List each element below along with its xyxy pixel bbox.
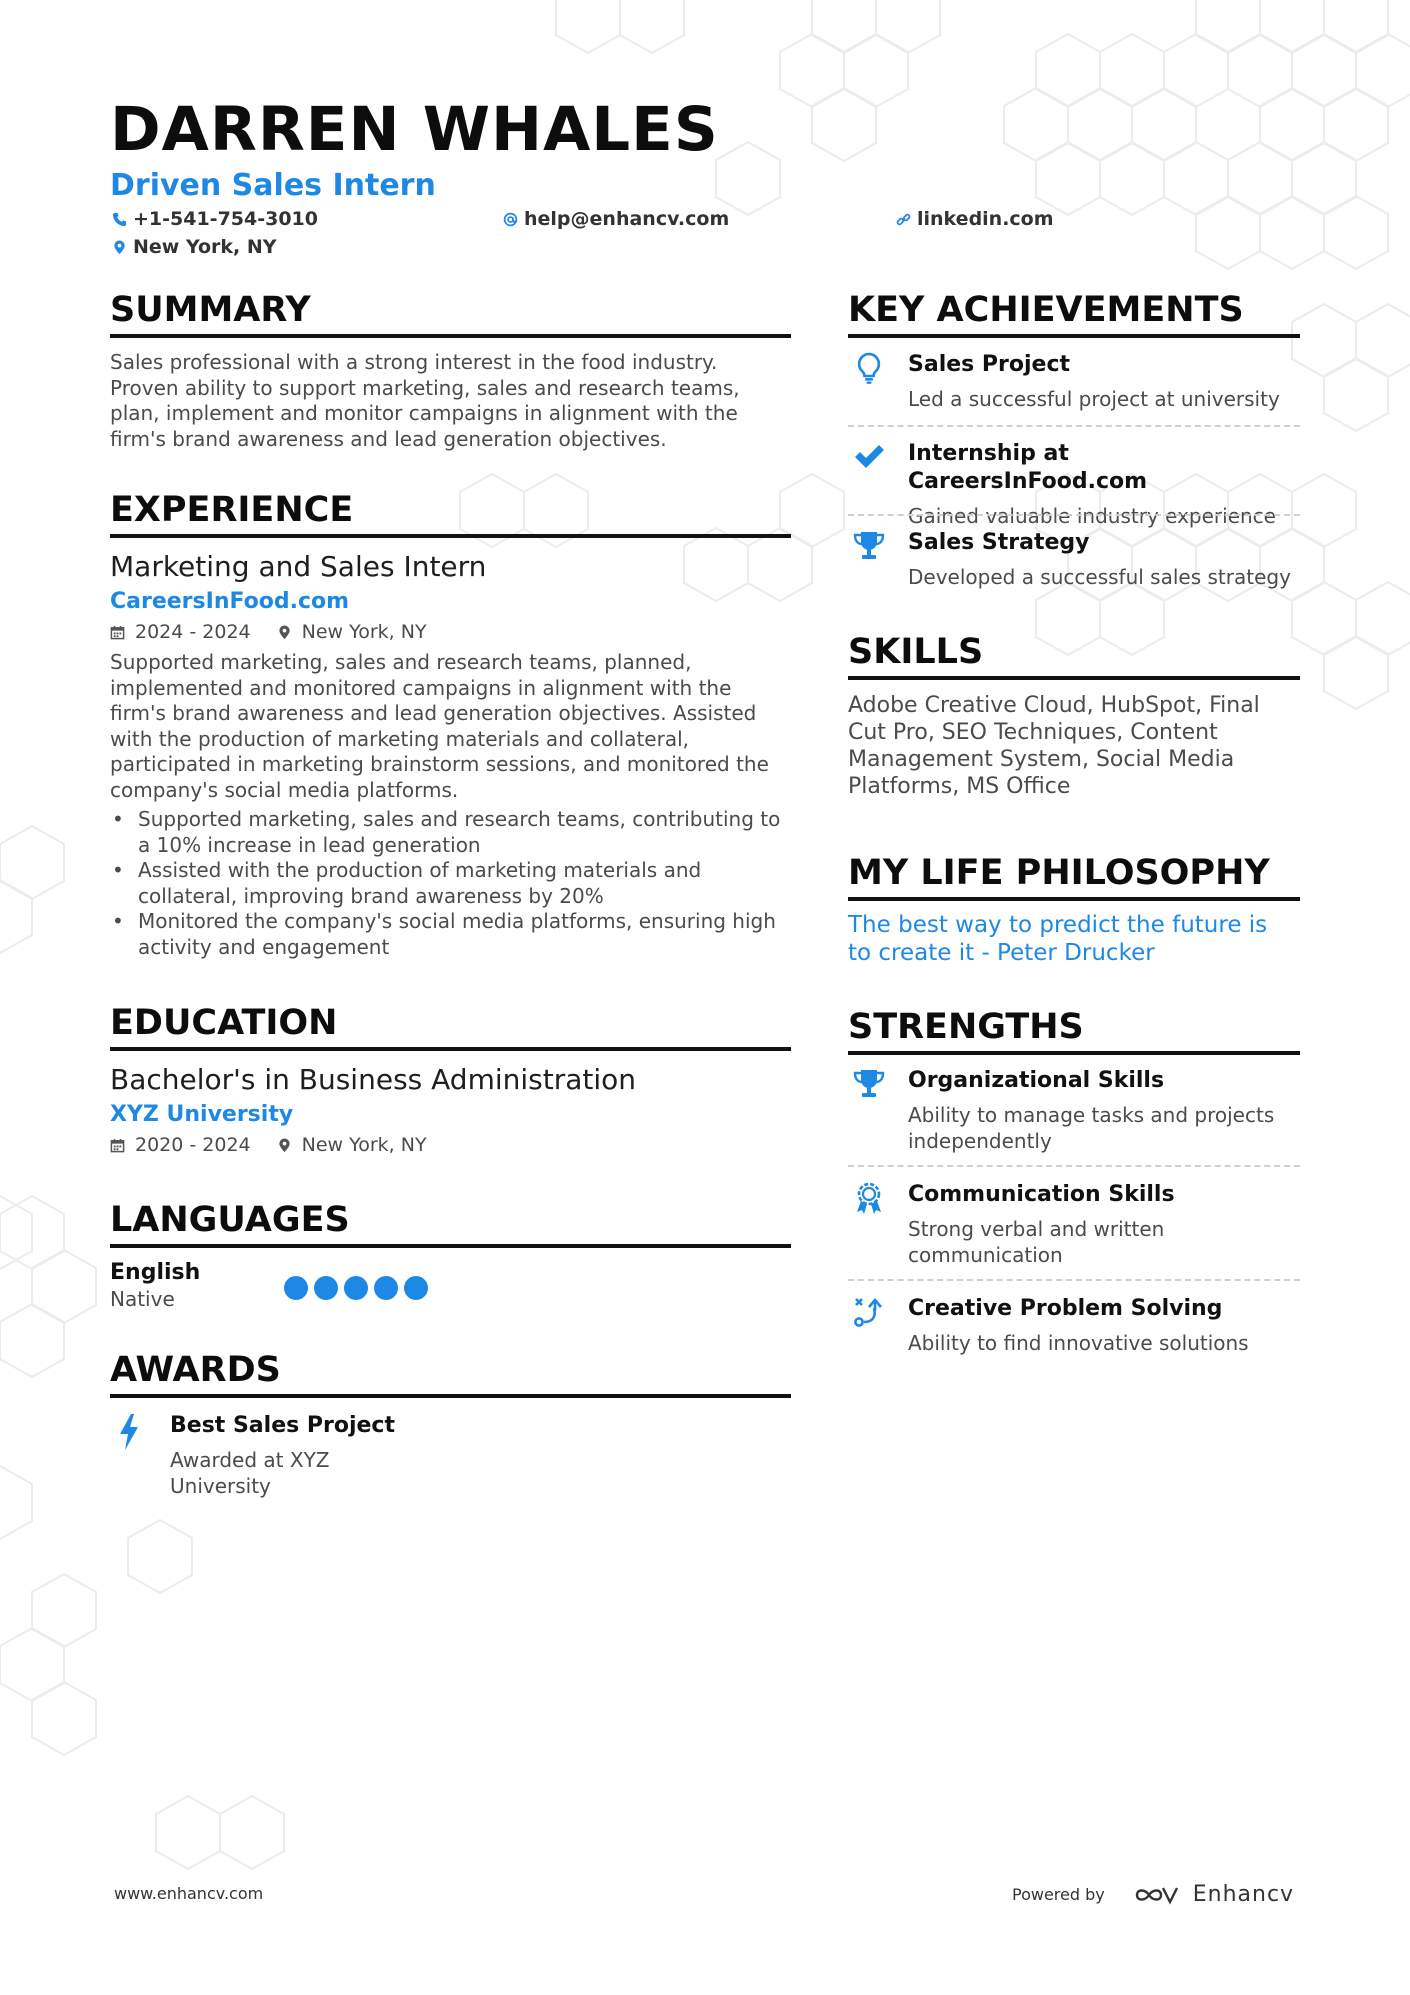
strength-description: Ability to find innovative solutions (908, 1331, 1249, 1355)
achievement-item (848, 440, 1300, 530)
email-text: help@enhancv.com (524, 208, 730, 230)
education-meta (110, 1133, 791, 1157)
language-row (110, 1260, 791, 1316)
medal-icon (852, 1181, 886, 1215)
strength-description: Strong verbal and written communication (908, 1217, 1165, 1267)
languages-section (110, 1200, 791, 1316)
lightbulb-icon (852, 351, 886, 385)
experience-dates: 2024 - 2024 (135, 621, 251, 643)
at-icon (503, 212, 518, 227)
item-divider (848, 514, 1300, 516)
strategy-icon (852, 1295, 886, 1329)
experience-heading: EXPERIENCE (110, 490, 354, 530)
experience-section (110, 490, 791, 960)
phone-text: +1-541-754-3010 (133, 208, 318, 230)
footer-website[interactable]: www.enhancv.com (114, 1884, 264, 1903)
key-achievements-heading: KEY ACHIEVEMENTS (848, 290, 1244, 330)
award-description: Awarded at XYZ University (170, 1448, 330, 1498)
philosophy-heading: MY LIFE PHILOSOPHY (848, 853, 1270, 893)
linkedin-contact[interactable] (896, 207, 1054, 231)
achievement-title: Sales Project (908, 352, 1071, 377)
achievement-description: Led a successful project at university (908, 387, 1280, 411)
education-location: New York, NY (301, 1134, 427, 1156)
section-divider (848, 1051, 1300, 1055)
rating-dot (404, 1276, 428, 1300)
list-item: • Monitored the company's social media platforms, ensuring high activity and engagement (110, 909, 791, 960)
summary-section (110, 290, 791, 452)
section-divider (110, 1244, 791, 1248)
section-divider (848, 897, 1300, 901)
strength-item (848, 1295, 1300, 1357)
location-text: New York, NY (133, 236, 277, 258)
location-contact (112, 235, 277, 259)
list-item: • Assisted with the production of marketing materials and collateral, improving brand awareness by 20% (110, 858, 791, 909)
strength-item (848, 1181, 1300, 1268)
rating-dot (284, 1276, 308, 1300)
language-name: English (110, 1260, 201, 1285)
strengths-heading: STRENGTHS (848, 1007, 1084, 1047)
strength-title: Communication Skills (908, 1182, 1175, 1207)
awards-heading: AWARDS (110, 1350, 281, 1390)
language-rating (284, 1276, 428, 1300)
item-divider (848, 1165, 1300, 1167)
enhancv-logo-icon (1133, 1883, 1179, 1907)
achievement-title: Internship at CareersInFood.com (908, 441, 1148, 494)
location-pin-icon (277, 1138, 292, 1153)
strength-description: Ability to manage tasks and projects independently (908, 1103, 1275, 1153)
key-achievements-section (848, 290, 1300, 338)
trophy-icon (852, 529, 886, 563)
achievement-item (848, 351, 1300, 413)
item-divider (848, 1279, 1300, 1281)
summary-heading: SUMMARY (110, 290, 311, 330)
achievement-item (848, 529, 1300, 591)
philosophy-quote: The best way to predict the future is to create it - Peter Drucker (848, 912, 1268, 966)
section-divider (110, 1047, 791, 1051)
calendar-icon (110, 625, 125, 640)
achievement-description: Developed a successful sales strategy (908, 565, 1291, 589)
section-divider (110, 534, 791, 538)
powered-by-text: Powered by (1012, 1885, 1105, 1904)
award-item (110, 1412, 791, 1499)
strength-title: Creative Problem Solving (908, 1296, 1223, 1321)
summary-text: Sales professional with a strong interest in the food industry. Proven ability to support marketing, sales and research teams, plan, implement and monitor campaigns in alignment with the firm's brand awareness and lead generation objectives. (110, 350, 740, 451)
trophy-icon (852, 1067, 886, 1101)
school-name[interactable]: XYZ University (110, 1102, 294, 1127)
job-title: Marketing and Sales Intern (110, 550, 487, 583)
skills-section (848, 632, 1300, 800)
list-item: • Supported marketing, sales and research teams, contributing to a 10% increase in lead generation (110, 807, 791, 858)
location-pin-icon (277, 625, 292, 640)
phone-icon (112, 212, 127, 227)
experience-description: Supported marketing, sales and research teams, planned, implemented and monitored campaigns in alignment with the firm's brand awareness and lead generation objectives. Assisted with the production of marketing materials and collateral, participated in marketing brainstorm sessions, and monitored the company's social media platforms. (110, 650, 769, 802)
strengths-section (848, 1007, 1300, 1055)
rating-dot (344, 1276, 368, 1300)
section-divider (848, 676, 1300, 680)
experience-bullets (110, 807, 791, 960)
strength-item (848, 1067, 1300, 1154)
section-divider (848, 334, 1300, 338)
philosophy-section (848, 853, 1300, 967)
location-pin-icon (112, 240, 127, 255)
email-contact[interactable] (503, 207, 729, 231)
experience-location: New York, NY (301, 621, 427, 643)
languages-heading: LANGUAGES (110, 1200, 350, 1240)
degree-title: Bachelor's in Business Administration (110, 1063, 637, 1096)
rating-dot (314, 1276, 338, 1300)
calendar-icon (110, 1138, 125, 1153)
rating-dot (374, 1276, 398, 1300)
education-section (110, 1003, 791, 1157)
candidate-name: DARREN WHALES (110, 94, 719, 165)
skills-heading: SKILLS (848, 632, 984, 672)
candidate-title: Driven Sales Intern (110, 168, 436, 203)
strength-title: Organizational Skills (908, 1068, 1165, 1093)
lightning-icon (118, 1414, 140, 1450)
achievement-description: Gained valuable industry experience (908, 504, 1276, 528)
experience-meta (110, 620, 791, 644)
section-divider (110, 334, 791, 338)
footer-branding[interactable] (1012, 1882, 1294, 1907)
education-dates: 2020 - 2024 (135, 1134, 251, 1156)
linkedin-text: linkedin.com (917, 208, 1054, 230)
achievement-title: Sales Strategy (908, 530, 1090, 555)
checkmark-icon (852, 440, 886, 474)
education-heading: EDUCATION (110, 1003, 338, 1043)
phone-contact[interactable] (112, 207, 318, 231)
award-title: Best Sales Project (170, 1413, 395, 1438)
item-divider (848, 425, 1300, 427)
awards-section (110, 1350, 791, 1499)
brand-name: Enhancv (1192, 1882, 1295, 1907)
section-divider (110, 1394, 791, 1398)
link-icon (896, 212, 911, 227)
company-link[interactable]: CareersInFood.com (110, 589, 350, 614)
skills-list: Adobe Creative Cloud, HubSpot, Final Cut Pro, SEO Techniques, Content Management System, Social Media Platforms, MS Office (848, 693, 1260, 799)
language-level: Native (110, 1287, 175, 1311)
